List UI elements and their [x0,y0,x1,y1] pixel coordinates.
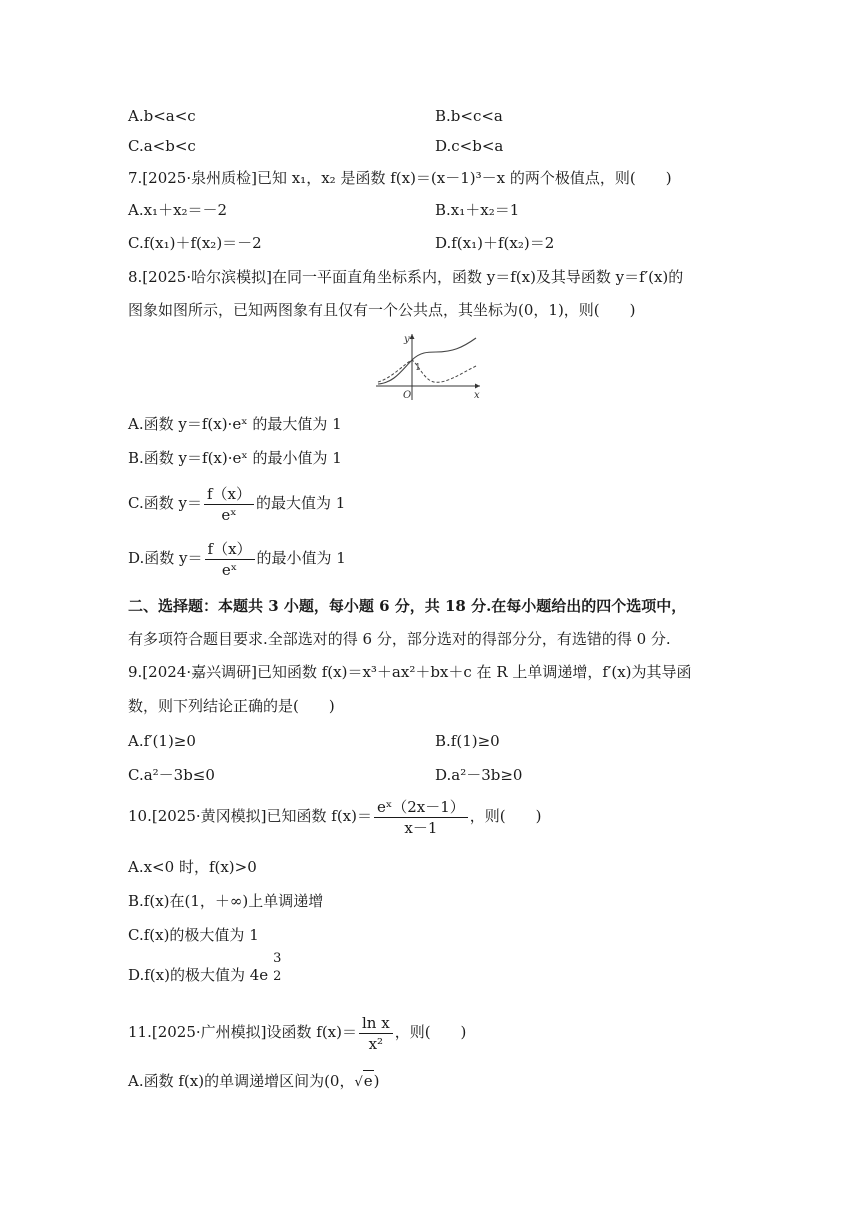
q9-option-d: D.a²－3b≥0 [435,766,523,784]
q10-option-c: C.f(x)的极大值为 1 [128,926,259,944]
q6-option-b: B.b<c<a [435,107,503,125]
q10-option-b: B.f(x)在(1，＋∞)上单调递增 [128,892,324,910]
q6-option-c: C.a<b<c [128,137,196,155]
q8-c-fraction: $\frac{f(x)}{\text{eˣ}}$ [204,486,254,523]
q11-option-a: A.函数 f(x)的单调递增区间为(0，√e) [128,1072,380,1090]
q7-option-b: B.x₁＋x₂＝1 [435,201,520,219]
q8-stem-line2: 图象如图所示，已知两图象有且仅有一个公共点，其坐标为(0，1)，则( ) [128,301,636,319]
origin-label: O [403,390,412,401]
q11-stem: 11.[2025·广州模拟]设函数 f(x)＝ $\frac{\text{ln x}}{\text{x²}}$ ，则( ) [128,1013,467,1053]
y-label: y [404,334,410,345]
q7-stem: 7.[2025·泉州质检]已知 x₁，x₂ 是函数 f(x)＝(x－1)³－x 的两个极值点，则( ) [128,169,672,187]
q11-fraction: $\frac{\text{ln x}}{\text{x²}}$ [359,1015,393,1052]
q8-d-fraction: $\frac{f(x)}{\text{eˣ}}$ [205,541,255,578]
q8-function-graph [374,330,484,402]
x-label: x [474,390,480,401]
q9-option-a: A.f′(1)≥0 [128,732,196,750]
q10-option-a: A.x<0 时，f(x)>0 [128,858,257,876]
q10-stem: 10.[2025·黄冈模拟]已知函数 f(x)＝ $\frac{\text{eˣ（2x－1）}}{x-1}$ ，则( ) [128,797,542,837]
q6-option-a: A.b<a<c [128,107,196,125]
q8-option-b: B.函数 y＝f(x)·eˣ 的最小值为 1 [128,449,342,467]
y-axis-arrow [410,334,415,339]
q8-stem-line1: 8.[2025·哈尔滨模拟]在同一平面直角坐标系内，函数 y＝f(x)及其导函数 y＝f′(x)的 [128,268,684,286]
q10-fraction: $\frac{\text{eˣ（2x－1）}}{x-1}$ [374,799,468,836]
f-curve [378,338,476,384]
q10-d-exponent: 3 2 [273,951,282,984]
q6-option-d: D.c<b<a [435,137,504,155]
sqrt-radical-icon: √ [354,1075,363,1090]
q9-stem-line1: 9.[2024·嘉兴调研]已知函数 f(x)＝x³＋ax²＋bx＋c 在 R 上单调递增，f′(x)为其导函 [128,663,692,681]
q7-option-c: C.f(x₁)＋f(x₂)＝－2 [128,234,262,252]
q9-option-c: C.a²－3b≤0 [128,766,215,784]
q9-stem-line2: 数，则下列结论正确的是( ) [128,697,335,715]
q8-option-c: C.函数 y＝ $\frac{f(x)}{\text{eˣ}}$ 的最大值为 1 [128,484,346,524]
one-label: 1 [415,363,421,373]
q7-option-a: A.x₁＋x₂＝－2 [128,201,228,219]
section2-line1: 二、选择题：本题共 3 小题，每小题 6 分，共 18 分.在每小题给出的四个选项中， [128,597,687,615]
q7-option-d: D.f(x₁)＋f(x₂)＝2 [435,234,555,252]
q8-option-d: D.函数 y＝ $\frac{f(x)}{\text{eˣ}}$ 的最小值为 1 [128,539,346,579]
x-axis-arrow [475,384,480,389]
q9-option-b: B.f(1)≥0 [435,732,500,750]
section2-line2: 有多项符合题目要求.全部选对的得 6 分，部分选对的得部分分，有选错的得 0 分. [128,630,671,648]
q10-option-d: D.f(x)的极大值为 4e 3 2 [128,957,286,993]
q8-option-a: A.函数 y＝f(x)·eˣ 的最大值为 1 [128,415,342,433]
